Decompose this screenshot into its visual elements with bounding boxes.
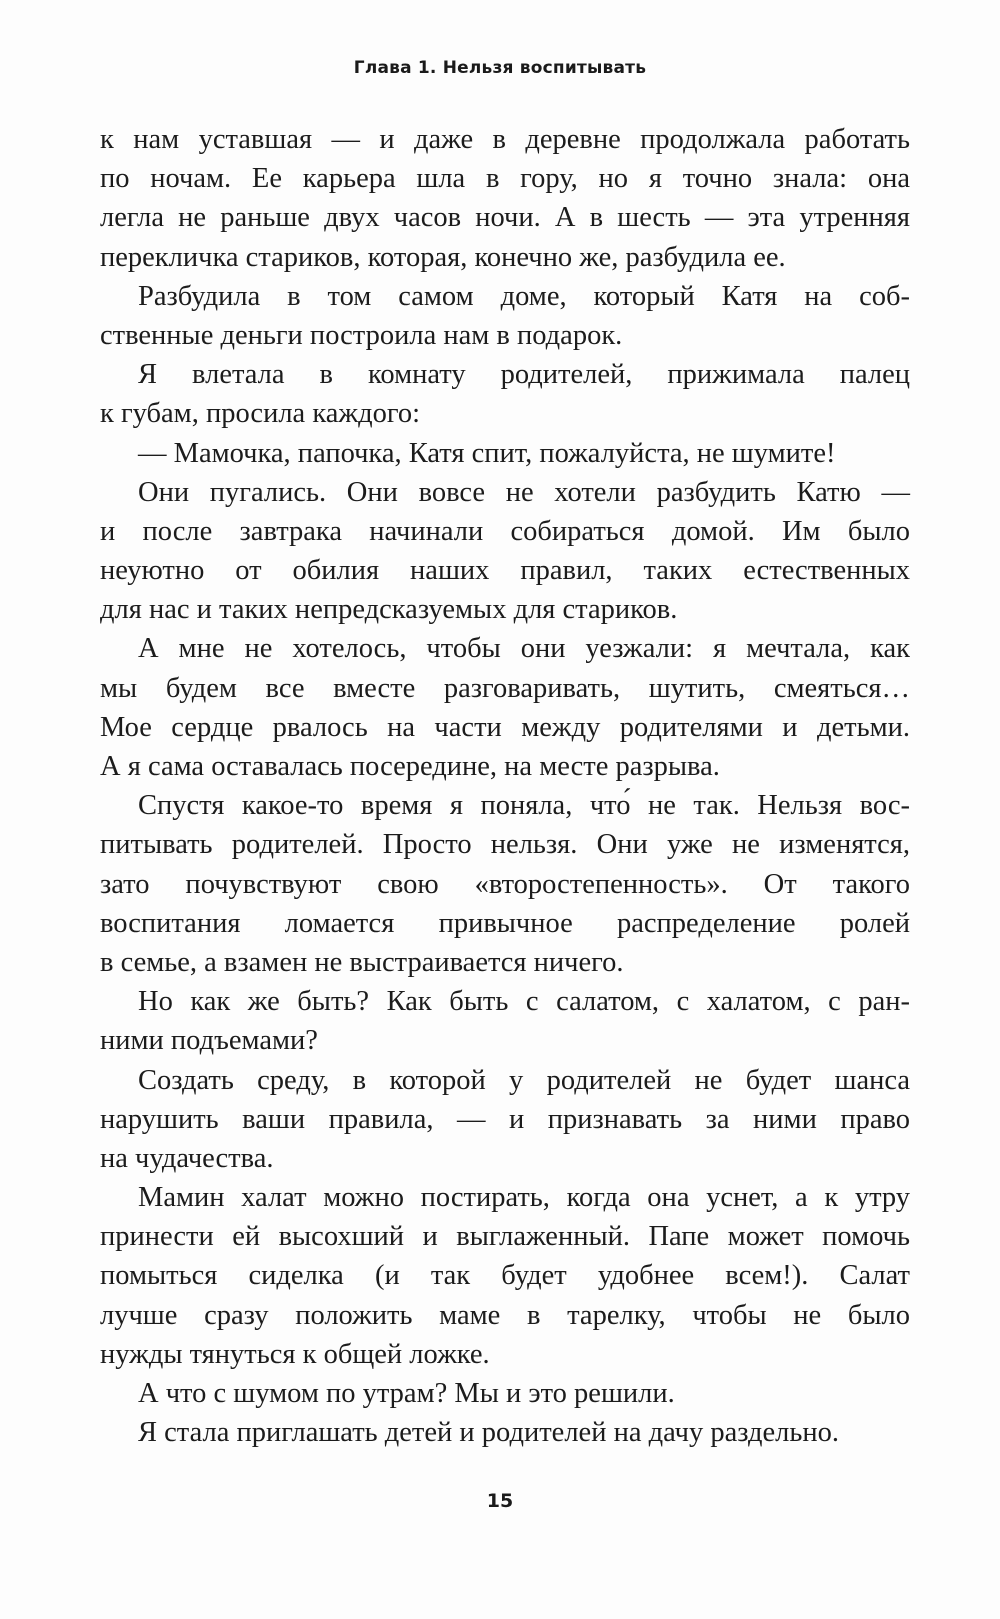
text-line: — Мамочка, папочка, Катя спит, пожалуйста, не шумите! [138, 437, 836, 469]
text-line: к нам уставшая — и даже в деревне продолжала работать [100, 124, 910, 155]
text-line: в семье, а взамен не выстраивается ничего. [100, 946, 624, 978]
text-line: по ночам. Ее карьера шла в гору, но я точно знала: она [100, 163, 910, 195]
text-line: Мамин халат можно постирать, когда она уснет, а к утру [138, 1182, 910, 1214]
text-line: и после завтрака начинали собираться домой. Им было [100, 515, 910, 547]
text-line: к губам, просила каждого: [100, 398, 420, 430]
text-line: перекличка стариков, которая, конечно же, разбудила ее. [100, 241, 786, 273]
body-text [100, 120, 910, 1452]
text-line: А что с шумом по утрам? Мы и это решили. [138, 1378, 675, 1409]
text-line: Разбудила в том самом доме, который Катя на соб- [138, 280, 910, 312]
text-line: нарушить ваши правила, — и признавать за ними право [100, 1103, 910, 1135]
text-line: Спустя какое-то время я поняла, что́ не так. Нельзя вос- [138, 790, 910, 822]
text-line: легла не раньше двух часов ночи. А в шесть — эта утренняя [100, 202, 910, 234]
text-line: помыться сиделка (и так будет удобнее всем!). Салат [100, 1260, 910, 1292]
text-line: воспитания ломается привычное распределение ролей [100, 907, 910, 939]
text-line: для нас и таких непредсказуемых для стариков. [100, 594, 678, 626]
text-line: Мое сердце рвалось на части между родителями и детьми. [100, 711, 910, 743]
text-line: А мне не хотелось, чтобы они уезжали: я мечтала, как [138, 633, 910, 665]
page-number: 15 [486, 1490, 514, 1512]
text-line: Я стала приглашать детей и родителей на дачу раздельно. [138, 1417, 839, 1449]
text-line: Но как же быть? Как быть с салатом, с халатом, с ран- [138, 986, 910, 1018]
text-line: ственные деньги построила нам в подарок. [100, 319, 623, 351]
text-line: зато почувствуют свою «второстепенность». От такого [100, 868, 910, 900]
running-header: Глава 1. Нельзя воспитывать [353, 58, 647, 78]
text-line: Я влетала в комнату родителей, прижимала палец [138, 359, 910, 391]
text-line: мы будем все вместе разговаривать, шутить, смеяться… [100, 672, 910, 704]
text-line: питывать родителей. Просто нельзя. Они уже не изменятся, [100, 829, 910, 861]
text-line: нужды тянуться к общей ложке. [100, 1338, 490, 1370]
text-line: Создать среду, в которой у родителей не будет шанса [138, 1064, 910, 1096]
text-line: лучше сразу положить маме в тарелку, чтобы не было [100, 1299, 910, 1331]
text-line: принести ей высохший и выглаженный. Папе может помочь [100, 1221, 910, 1253]
text-line: на чудачества. [100, 1142, 274, 1174]
text-line: ними подъемами? [100, 1025, 318, 1057]
text-line: Они пугались. Они вовсе не хотели разбудить Катю — [138, 476, 910, 508]
text-line: А я сама оставалась посередине, на месте разрыва. [100, 751, 720, 782]
text-line: неуютно от обилия наших правил, таких естественных [100, 555, 910, 587]
